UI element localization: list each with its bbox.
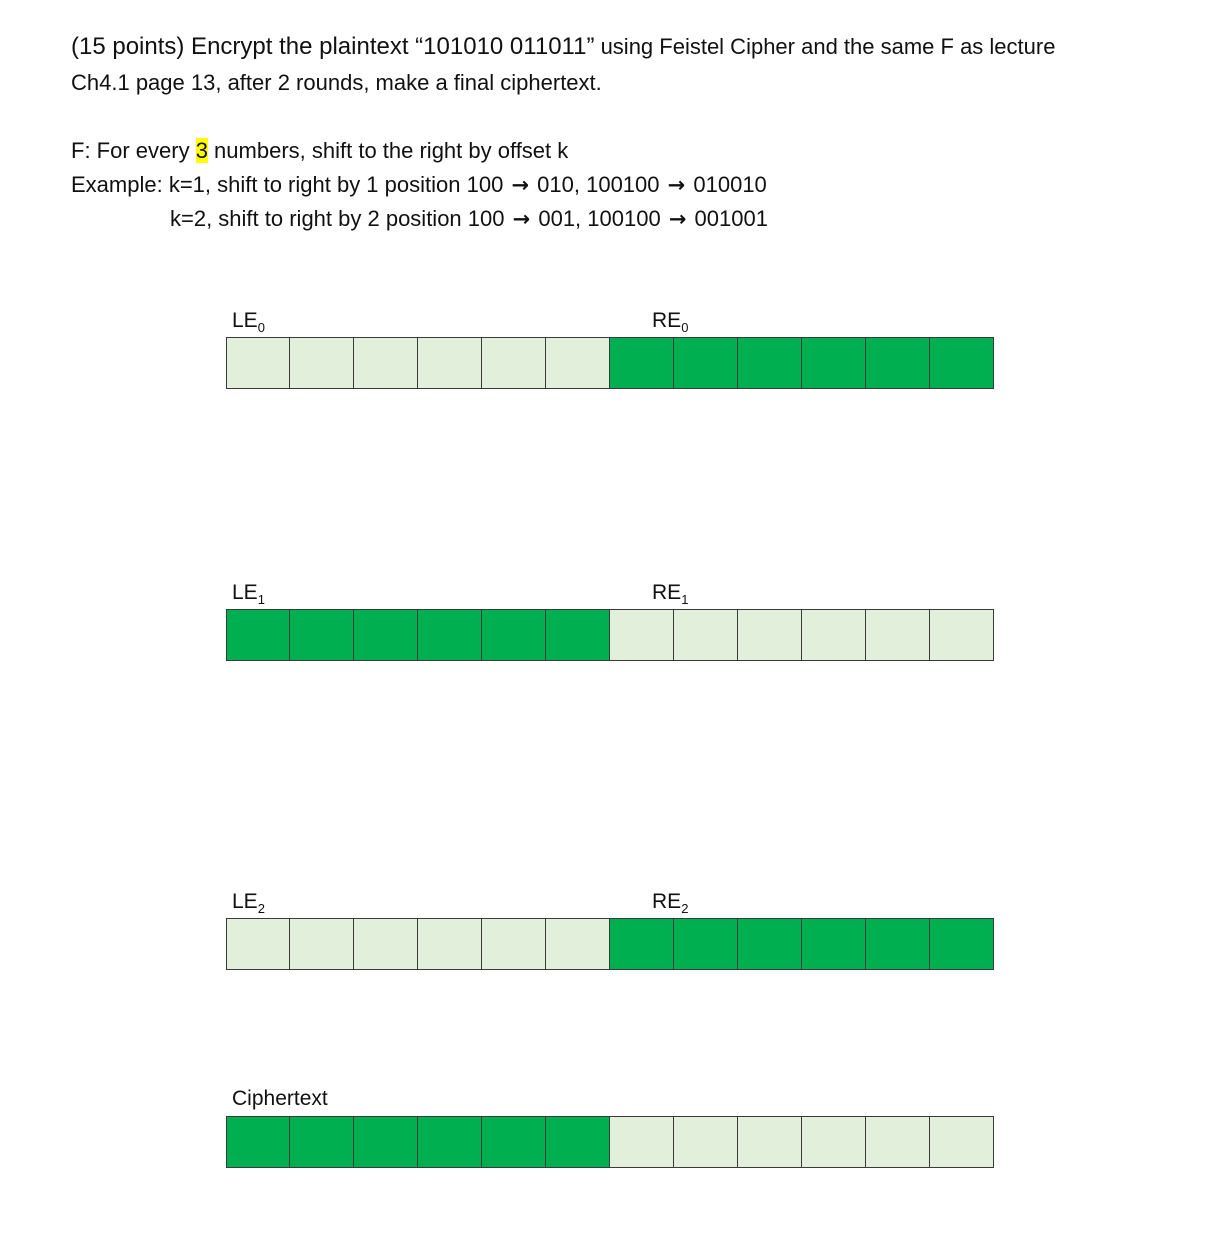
cipher-cell-6[interactable] xyxy=(546,1116,610,1168)
re1-cell-1[interactable] xyxy=(610,609,674,661)
round-0-row xyxy=(226,337,994,389)
question-suffix: using Feistel Cipher and the same F as lecture xyxy=(594,34,1056,59)
cipher-cell-3[interactable] xyxy=(354,1116,418,1168)
le0-label: $LE_0$ xyxy=(232,309,265,335)
question-line-1 xyxy=(71,34,1055,60)
re2-cell-5[interactable] xyxy=(866,918,930,970)
re0-cell-6[interactable] xyxy=(930,337,994,389)
cipher-cell-11[interactable] xyxy=(866,1116,930,1168)
le0-cell-1[interactable] xyxy=(226,337,290,389)
le1-cell-4[interactable] xyxy=(418,609,482,661)
question-prefix: (15 points) Encrypt the plaintext “101010 011011” xyxy=(71,33,595,60)
example2-text-b: 001, 100100 xyxy=(538,206,661,231)
cipher-cell-10[interactable] xyxy=(802,1116,866,1168)
cipher-cell-7[interactable] xyxy=(610,1116,674,1168)
le1-cell-5[interactable] xyxy=(482,609,546,661)
re0-cell-3[interactable] xyxy=(738,337,802,389)
le2-label: $LE_2$ xyxy=(232,890,265,916)
le1-cell-3[interactable] xyxy=(354,609,418,661)
cipher-cell-9[interactable] xyxy=(738,1116,802,1168)
re0-label: $RE_0$ xyxy=(652,309,689,335)
re1-cell-3[interactable] xyxy=(738,609,802,661)
ciphertext-label: Ciphertext xyxy=(232,1087,328,1110)
arrow-right-icon: → xyxy=(511,173,530,197)
le0-cell-4[interactable] xyxy=(418,337,482,389)
function-suffix: numbers, shift to the right by offset k xyxy=(207,138,569,163)
arrow-right-icon: → xyxy=(668,207,687,231)
le0-cell-2[interactable] xyxy=(290,337,354,389)
le1-cell-2[interactable] xyxy=(290,609,354,661)
example1-text-a: Example: k=1, shift to right by 1 position 100 xyxy=(71,172,504,197)
re2-cell-4[interactable] xyxy=(802,918,866,970)
re1-cell-4[interactable] xyxy=(802,609,866,661)
ciphertext-row xyxy=(226,1116,994,1168)
re1-cell-5[interactable] xyxy=(866,609,930,661)
re0-cell-4[interactable] xyxy=(802,337,866,389)
question-line-2: Ch4.1 page 13, after 2 rounds, make a final ciphertext. xyxy=(71,70,602,95)
example1-text-b: 010, 100100 xyxy=(537,172,660,197)
cipher-cell-8[interactable] xyxy=(674,1116,738,1168)
cipher-cell-2[interactable] xyxy=(290,1116,354,1168)
round-2-row xyxy=(226,918,994,970)
re1-cell-6[interactable] xyxy=(930,609,994,661)
re0-cell-2[interactable] xyxy=(674,337,738,389)
example2-text-c: 001001 xyxy=(694,206,768,231)
le2-cell-5[interactable] xyxy=(482,918,546,970)
le0-cell-5[interactable] xyxy=(482,337,546,389)
re1-cell-2[interactable] xyxy=(674,609,738,661)
arrow-right-icon: → xyxy=(512,207,531,231)
example-line-2 xyxy=(170,206,768,232)
function-prefix: F: For every xyxy=(71,138,196,163)
re2-cell-3[interactable] xyxy=(738,918,802,970)
arrow-right-icon: → xyxy=(667,173,686,197)
le0-cell-6[interactable] xyxy=(546,337,610,389)
le1-cell-6[interactable] xyxy=(546,609,610,661)
le2-cell-6[interactable] xyxy=(546,918,610,970)
example1-text-c: 010010 xyxy=(693,172,767,197)
le2-cell-4[interactable] xyxy=(418,918,482,970)
le1-label: $LE_1$ xyxy=(232,581,265,607)
highlighted-number: 3 xyxy=(195,138,208,163)
cipher-cell-5[interactable] xyxy=(482,1116,546,1168)
re2-cell-2[interactable] xyxy=(674,918,738,970)
re2-cell-1[interactable] xyxy=(610,918,674,970)
re2-cell-6[interactable] xyxy=(930,918,994,970)
le2-cell-3[interactable] xyxy=(354,918,418,970)
example2-text-a: k=2, shift to right by 2 position 100 xyxy=(170,206,505,231)
le1-cell-1[interactable] xyxy=(226,609,290,661)
cipher-cell-4[interactable] xyxy=(418,1116,482,1168)
re1-label: $RE_1$ xyxy=(652,581,689,607)
re2-label: $RE_2$ xyxy=(652,890,689,916)
re0-cell-5[interactable] xyxy=(866,337,930,389)
le2-cell-2[interactable] xyxy=(290,918,354,970)
round-1-row xyxy=(226,609,994,661)
le0-cell-3[interactable] xyxy=(354,337,418,389)
function-definition xyxy=(71,138,568,164)
cipher-cell-1[interactable] xyxy=(226,1116,290,1168)
cipher-cell-12[interactable] xyxy=(930,1116,994,1168)
re0-cell-1[interactable] xyxy=(610,337,674,389)
example-line-1 xyxy=(71,172,767,198)
le2-cell-1[interactable] xyxy=(226,918,290,970)
